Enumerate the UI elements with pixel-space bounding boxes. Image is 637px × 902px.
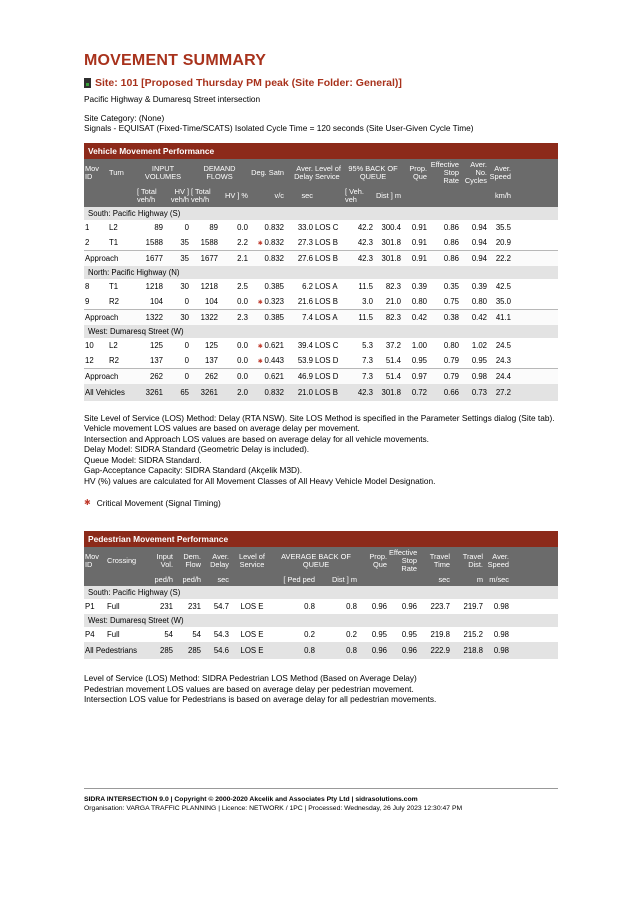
cell-effective-stop-rate: 0.95	[401, 630, 417, 640]
cell-input-hv: 0	[184, 371, 189, 381]
cell-effective-stop-rate: 0.75	[443, 296, 459, 306]
ped-hdr-dem-unit: ped/h	[182, 574, 201, 584]
cell-input-total: 1218	[145, 281, 163, 291]
vehicle-note: Gap-Acceptance Capacity: SIDRA Standard (Akçelik M3D).	[84, 465, 303, 476]
cell-demand-total: 104	[204, 296, 218, 306]
cell-queue-dist: 0.8	[346, 602, 357, 612]
cell-input-hv: 0	[184, 222, 189, 232]
ped-hdr-queue-dist: Dist ] m	[331, 574, 357, 584]
cell-input-total: 125	[149, 340, 163, 350]
cell-aver-delay: 33.0	[297, 222, 313, 232]
vehicle-note: Vehicle movement LOS values are based on average delay per movement.	[84, 423, 360, 434]
vehicle-note: HV (%) values are calculated for All Movement Classes of All Heavy Vehicle Model Designation.	[84, 475, 436, 486]
cell-queue-dist: 37.2	[385, 340, 401, 350]
cell-input-hv: 0	[184, 340, 189, 350]
cell-demand-total: 1218	[200, 281, 218, 291]
report-footer	[84, 788, 558, 813]
hdr-input: INPUT VOLUMES	[144, 163, 182, 182]
cell-prop-que: 0.91	[411, 253, 427, 263]
cell-mov-id: 1	[85, 222, 90, 232]
cell-demand-hv: 2.1	[237, 253, 248, 263]
cell-deg-satn: ✱ 0.443	[257, 355, 284, 365]
cell-aver-cycles: 0.80	[471, 296, 487, 306]
cell-deg-satn: 0.385	[264, 281, 284, 291]
cell-input-vol: 54	[164, 630, 173, 640]
ped-hdr-input: Input Vol.	[156, 551, 173, 570]
cell-prop-que: 0.95	[411, 355, 427, 365]
cell-aver-cycles: 0.95	[471, 355, 487, 365]
movement-row	[84, 353, 558, 368]
cell-prop-que: 0.95	[371, 630, 387, 640]
critical-marker-icon: ✱	[84, 498, 91, 508]
approach-row	[84, 368, 558, 384]
pedestrian-movement-row	[84, 627, 558, 642]
cell-demand-total: 1588	[200, 237, 218, 247]
cell-queue-veh: 42.3	[357, 253, 373, 263]
hdr-cycles: Aver. No. Cycles	[464, 159, 487, 186]
cell-queue-veh: 42.3	[357, 387, 373, 397]
cell-aver-cycles: 0.39	[471, 281, 487, 291]
cell-queue-veh: 7.3	[362, 371, 373, 381]
hdr-los: Level of Service	[315, 163, 341, 182]
cell-input-total: 262	[149, 371, 163, 381]
cell-prop-que: 0.39	[411, 281, 427, 291]
approach-row	[84, 309, 558, 325]
cell-queue-veh: 11.5	[358, 281, 373, 291]
cell-prop-que: 0.96	[371, 602, 387, 612]
cell-aver-speed: 20.9	[495, 237, 511, 247]
cell-queue-ped: 0.8	[304, 646, 315, 656]
cell-effective-stop-rate: 0.86	[443, 253, 459, 263]
cell-prop-que: 1.00	[411, 340, 427, 350]
cell-queue-dist: 301.8	[381, 387, 401, 397]
cell-deg-satn: ✱ 0.832	[257, 237, 284, 247]
site-heading	[84, 77, 558, 89]
cell-deg-satn: ✱ 0.323	[257, 296, 284, 306]
cell-effective-stop-rate: 0.96	[401, 602, 417, 612]
cell-input-total: 1677	[145, 253, 163, 263]
cell-aver-delay: 27.3	[297, 237, 313, 247]
cell-demand-hv: 0.0	[237, 222, 248, 232]
cell-input-total: 89	[154, 222, 163, 232]
cell-aver-speed: 0.98	[493, 630, 509, 640]
cell-level-of-service: LOS E	[240, 602, 264, 612]
cell-mov-id: 8	[85, 281, 90, 291]
cell-effective-stop-rate: 0.35	[443, 281, 459, 291]
cell-queue-veh: 3.0	[362, 296, 373, 306]
cell-mov-id: 10	[85, 340, 94, 350]
approach-section-label: West: Dumaresq Street (W)	[84, 614, 558, 627]
cell-mov-id: P4	[85, 630, 95, 640]
cell-travel-time: 222.9	[430, 646, 450, 656]
cell-queue-veh: 42.3	[357, 237, 373, 247]
cell-demand-total: 3261	[200, 387, 218, 397]
cell-prop-que: 0.91	[411, 222, 427, 232]
cell-queue-dist: 82.3	[385, 312, 401, 322]
cell-level-of-service: LOS B	[315, 253, 338, 263]
cell-demand-hv: 0.0	[237, 296, 248, 306]
cell-aver-speed: 24.3	[495, 355, 511, 365]
pedestrian-movement-table	[84, 531, 558, 660]
hdr-speed: Aver. Speed	[489, 163, 511, 182]
cell-queue-dist: 51.4	[385, 371, 401, 381]
ped-hdr-time-unit: sec	[438, 574, 450, 584]
cell-level-of-service: LOS E	[240, 630, 264, 640]
hdr-turn: Turn	[109, 167, 124, 177]
cell-demand-hv: 2.0	[237, 387, 248, 397]
footer-organisation: Organisation: VARGA TRAFFIC PLANNING | Licence: NETWORK / 1PC | Processed: Wednesday, 26 July 2023 12:30:47 PM	[84, 805, 463, 812]
cell-turn: L2	[109, 340, 118, 350]
pedestrian-table-body	[84, 586, 558, 659]
cell-travel-dist: 215.2	[463, 630, 483, 640]
cell-level-of-service: LOS B	[315, 237, 338, 247]
signals-info: Signals - EQUISAT (Fixed-Time/SCATS) Isolated Cycle Time = 120 seconds (Site User-Given Cycle Time)	[84, 123, 474, 133]
cell-aver-speed: 0.98	[493, 646, 509, 656]
movement-row	[84, 235, 558, 250]
cell-aver-delay: 46.9	[297, 371, 313, 381]
cell-crossing: Full	[107, 630, 120, 640]
cell-aver-delay: 27.6	[297, 253, 313, 263]
cell-queue-veh: 5.3	[362, 340, 373, 350]
cell-aver-speed: 27.2	[495, 387, 511, 397]
cell-level-of-service: LOS D	[315, 371, 339, 381]
cell-queue-dist: 0.2	[346, 630, 357, 640]
cell-prop-que: 0.97	[411, 371, 427, 381]
cell-queue-dist: 301.8	[381, 237, 401, 247]
movement-row	[84, 338, 558, 353]
site-category: Site Category: (None)	[84, 112, 165, 123]
cell-deg-satn: 0.385	[264, 312, 284, 322]
cell-mov-id: All Vehicles	[85, 387, 125, 397]
cell-demand-total: 125	[204, 340, 218, 350]
hdr-deg-unit: v/c	[274, 190, 284, 200]
cell-effective-stop-rate: 0.66	[443, 387, 459, 397]
pedestrian-note: Intersection LOS value for Pedestrians is based on average delay for all pedestrian movements.	[84, 694, 437, 705]
cell-turn: T1	[109, 281, 119, 291]
pedestrian-table-header	[84, 547, 558, 587]
vehicle-table-title: Vehicle Movement Performance	[84, 143, 558, 159]
pedestrian-notes	[84, 673, 558, 705]
site-icon	[84, 78, 91, 88]
ped-hdr-time: Travel Time	[429, 551, 450, 570]
hdr-demand: DEMAND FLOWS	[203, 163, 236, 182]
hdr-demand-hv: HV ] %	[225, 190, 248, 200]
cell-aver-speed: 35.0	[495, 296, 511, 306]
cell-aver-speed: 42.5	[495, 281, 511, 291]
hdr-queue-veh: [ Veh. veh	[345, 186, 364, 205]
cell-aver-speed: 41.1	[495, 312, 511, 322]
cell-queue-dist: 21.0	[385, 296, 401, 306]
approach-section-label: North: Pacific Highway (N)	[84, 266, 558, 279]
cell-effective-stop-rate: 0.96	[401, 646, 417, 656]
vehicle-note: Delay Model: SIDRA Standard (Geometric Delay is included).	[84, 444, 310, 455]
cell-deg-satn: 0.832	[264, 387, 284, 397]
approach-row	[84, 250, 558, 266]
cell-turn: T1	[109, 237, 119, 247]
page-title: MOVEMENT SUMMARY	[84, 52, 267, 69]
cell-deg-satn: ✱ 0.621	[257, 340, 284, 350]
cell-level-of-service: LOS B	[315, 387, 338, 397]
cell-queue-dist: 82.3	[385, 281, 401, 291]
cell-queue-ped: 0.8	[304, 602, 315, 612]
cell-level-of-service: LOS A	[315, 312, 338, 322]
ped-hdr-delay: Aver. Delay	[210, 551, 229, 570]
footer-copyright: SIDRA INTERSECTION 9.0 | Copyright © 2000-2020 Akcelik and Associates Pty Ltd | sidrasolutions.com	[84, 796, 418, 803]
cell-input-hv: 30	[180, 312, 189, 322]
pedestrian-movement-row	[84, 599, 558, 614]
cell-aver-cycles: 0.94	[471, 222, 487, 232]
cell-deg-satn: 0.832	[264, 253, 284, 263]
critical-marker-icon: ✱	[257, 240, 265, 247]
cell-queue-veh: 42.2	[357, 222, 373, 232]
cell-mov-id: 12	[85, 355, 94, 365]
cell-aver-speed: 22.2	[495, 253, 511, 263]
ped-hdr-speed-unit: m/sec	[489, 574, 509, 584]
site-label: Site: 101 [Proposed Thursday PM peak (Site Folder: General)]	[95, 77, 402, 89]
cell-travel-time: 219.8	[430, 630, 450, 640]
cell-mov-id: All Pedestrians	[85, 646, 138, 656]
vehicle-table-body	[84, 207, 558, 401]
vehicle-note: Queue Model: SIDRA Standard.	[84, 454, 202, 465]
cell-deg-satn: 0.621	[264, 371, 284, 381]
movement-row	[84, 279, 558, 294]
vehicle-movement-table	[84, 143, 558, 401]
cell-travel-time: 223.7	[430, 602, 450, 612]
cell-level-of-service: LOS C	[315, 340, 339, 350]
cell-crossing: Full	[107, 602, 120, 612]
hdr-input-total: [ Total veh/h	[137, 186, 157, 205]
cell-aver-cycles: 0.98	[471, 371, 487, 381]
cell-aver-speed: 24.5	[495, 340, 511, 350]
cell-queue-veh: 11.5	[358, 312, 373, 322]
cell-aver-delay: 54.3	[213, 630, 229, 640]
ped-hdr-queue: AVERAGE BACK OF QUEUE	[281, 551, 351, 570]
cell-effective-stop-rate: 0.86	[443, 222, 459, 232]
cell-level-of-service: LOS B	[315, 296, 338, 306]
cell-aver-delay: 21.0	[297, 387, 313, 397]
vehicle-note: Intersection and Approach LOS values are based on average delay for all vehicle movements.	[84, 433, 429, 444]
cell-input-total: 1588	[145, 237, 163, 247]
ped-hdr-dist: Travel Dist.	[462, 551, 483, 570]
ped-hdr-queue-ped: [ Ped ped	[283, 574, 315, 584]
cell-demand-hv: 0.0	[237, 371, 248, 381]
cell-input-hv: 35	[180, 237, 189, 247]
critical-legend	[84, 498, 558, 509]
approach-section-label: South: Pacific Highway (S)	[84, 586, 558, 599]
cell-demand-total: 1677	[200, 253, 218, 263]
cell-aver-delay: 54.6	[213, 646, 229, 656]
cell-aver-speed: 35.5	[495, 222, 511, 232]
hdr-queue: 95% BACK OF QUEUE	[348, 163, 398, 182]
cell-aver-delay: 53.9	[297, 355, 313, 365]
cell-input-vol: 231	[159, 602, 173, 612]
ped-hdr-crossing: Crossing	[107, 555, 137, 565]
cell-travel-dist: 218.8	[463, 646, 483, 656]
cell-aver-cycles: 0.94	[471, 237, 487, 247]
cell-aver-delay: 39.4	[297, 340, 313, 350]
approach-section-label: West: Dumaresq Street (W)	[84, 325, 558, 338]
cell-input-hv: 65	[180, 387, 189, 397]
cell-input-total: 1322	[145, 312, 163, 322]
all-pedestrians-row	[84, 642, 558, 659]
cell-turn: L2	[109, 222, 118, 232]
cell-demand-hv: 2.3	[237, 312, 248, 322]
movement-row	[84, 294, 558, 309]
cell-aver-delay: 54.7	[213, 602, 229, 612]
cell-input-hv: 0	[184, 355, 189, 365]
hdr-input-hv: HV ] veh/h	[170, 186, 189, 205]
vehicle-notes	[84, 413, 558, 487]
ped-hdr-prop: Prop. Que	[369, 551, 387, 570]
ped-hdr-dist-unit: m	[476, 574, 483, 584]
cell-prop-que: 0.72	[411, 387, 427, 397]
cell-aver-cycles: 0.73	[471, 387, 487, 397]
cell-mov-id: 2	[85, 237, 90, 247]
ped-hdr-eff: Effective Stop Rate	[389, 547, 418, 574]
cell-queue-dist: 51.4	[385, 355, 401, 365]
cell-input-hv: 30	[180, 281, 189, 291]
cell-aver-cycles: 0.94	[471, 253, 487, 263]
cell-aver-cycles: 0.42	[471, 312, 487, 322]
cell-level-of-service: LOS C	[315, 222, 339, 232]
pedestrian-note: Level of Service (LOS) Method: SIDRA Pedestrian LOS Method (Based on Average Delay)	[84, 673, 417, 684]
cell-prop-que: 0.80	[411, 296, 427, 306]
cell-input-hv: 0	[184, 296, 189, 306]
ped-hdr-speed: Aver. Speed	[487, 551, 509, 570]
hdr-speed-unit: km/h	[494, 190, 511, 200]
cell-input-hv: 35	[180, 253, 189, 263]
cell-queue-veh: 7.3	[362, 355, 373, 365]
cell-level-of-service: LOS E	[240, 646, 264, 656]
cell-aver-speed: 0.98	[493, 602, 509, 612]
cell-aver-cycles: 1.02	[471, 340, 487, 350]
cell-queue-dist: 0.8	[346, 646, 357, 656]
pedestrian-table-title: Pedestrian Movement Performance	[84, 531, 558, 547]
cell-input-vol: 285	[159, 646, 173, 656]
cell-dem-flow: 231	[187, 602, 201, 612]
cell-aver-delay: 7.4	[302, 312, 313, 322]
hdr-deg: Deg. Satn	[251, 167, 284, 177]
approach-section-label: South: Pacific Highway (S)	[84, 207, 558, 220]
cell-turn: R2	[109, 296, 119, 306]
ped-hdr-delay-unit: sec	[217, 574, 229, 584]
cell-mov-id: Approach	[85, 253, 119, 263]
cell-mov-id: Approach	[85, 371, 119, 381]
hdr-demand-total: [ Total veh/h	[191, 186, 211, 205]
cell-queue-dist: 300.4	[381, 222, 401, 232]
cell-effective-stop-rate: 0.38	[443, 312, 459, 322]
cell-dem-flow: 54	[192, 630, 201, 640]
cell-demand-hv: 0.0	[237, 355, 248, 365]
hdr-prop: Prop. Que	[409, 163, 427, 182]
all-vehicles-row	[84, 384, 558, 401]
cell-dem-flow: 285	[187, 646, 201, 656]
cell-mov-id: P1	[85, 602, 95, 612]
critical-marker-icon: ✱	[257, 343, 265, 350]
cell-demand-total: 137	[204, 355, 218, 365]
cell-level-of-service: LOS A	[315, 281, 338, 291]
cell-aver-speed: 24.4	[495, 371, 511, 381]
cell-input-total: 137	[149, 355, 163, 365]
hdr-delay-unit: sec	[301, 190, 313, 200]
ped-hdr-dem: Dem. Flow	[183, 551, 201, 570]
vehicle-table-header	[84, 159, 558, 207]
cell-effective-stop-rate: 0.86	[443, 237, 459, 247]
movement-row	[84, 220, 558, 235]
cell-effective-stop-rate: 0.80	[443, 340, 459, 350]
cell-input-total: 3261	[145, 387, 163, 397]
cell-deg-satn: 0.832	[264, 222, 284, 232]
ped-hdr-mov: Mov ID	[85, 551, 99, 570]
cell-effective-stop-rate: 0.79	[443, 371, 459, 381]
cell-prop-que: 0.91	[411, 237, 427, 247]
cell-aver-delay: 6.2	[302, 281, 313, 291]
cell-aver-delay: 21.6	[297, 296, 313, 306]
cell-demand-hv: 2.5	[237, 281, 248, 291]
cell-mov-id: Approach	[85, 312, 119, 322]
hdr-eff: Effective Stop Rate	[430, 159, 459, 186]
cell-demand-total: 89	[209, 222, 218, 232]
cell-queue-dist: 301.8	[381, 253, 401, 263]
cell-effective-stop-rate: 0.79	[443, 355, 459, 365]
pedestrian-note: Pedestrian movement LOS values are based on average delay per pedestrian movement.	[84, 683, 414, 694]
hdr-delay: Aver. Delay	[294, 163, 313, 182]
critical-marker-icon: ✱	[257, 299, 265, 306]
report-page	[84, 52, 558, 705]
cell-demand-total: 262	[204, 371, 218, 381]
vehicle-note: Site Level of Service (LOS) Method: Delay (RTA NSW). Site LOS Method is specified in the Parameter Settings dialog (Site tab).	[84, 412, 555, 423]
cell-demand-hv: 2.2	[237, 237, 248, 247]
cell-mov-id: 9	[85, 296, 90, 306]
hdr-queue-dist: Dist ] m	[375, 190, 401, 200]
cell-prop-que: 0.42	[411, 312, 427, 322]
ped-hdr-input-unit: ped/h	[154, 574, 173, 584]
ped-hdr-los: Level of Service	[239, 551, 265, 570]
cell-demand-hv: 0.0	[237, 340, 248, 350]
hdr-mov: Mov ID	[85, 163, 99, 182]
cell-prop-que: 0.96	[371, 646, 387, 656]
cell-turn: R2	[109, 355, 119, 365]
critical-legend-label: Critical Movement (Signal Timing)	[96, 498, 221, 509]
critical-marker-icon: ✱	[257, 358, 265, 365]
cell-demand-total: 1322	[200, 312, 218, 322]
cell-input-total: 104	[149, 296, 163, 306]
cell-queue-ped: 0.2	[304, 630, 315, 640]
intersection-name: Pacific Highway & Dumaresq Street intersection	[84, 94, 261, 104]
cell-level-of-service: LOS D	[315, 355, 339, 365]
cell-travel-dist: 219.7	[463, 602, 483, 612]
